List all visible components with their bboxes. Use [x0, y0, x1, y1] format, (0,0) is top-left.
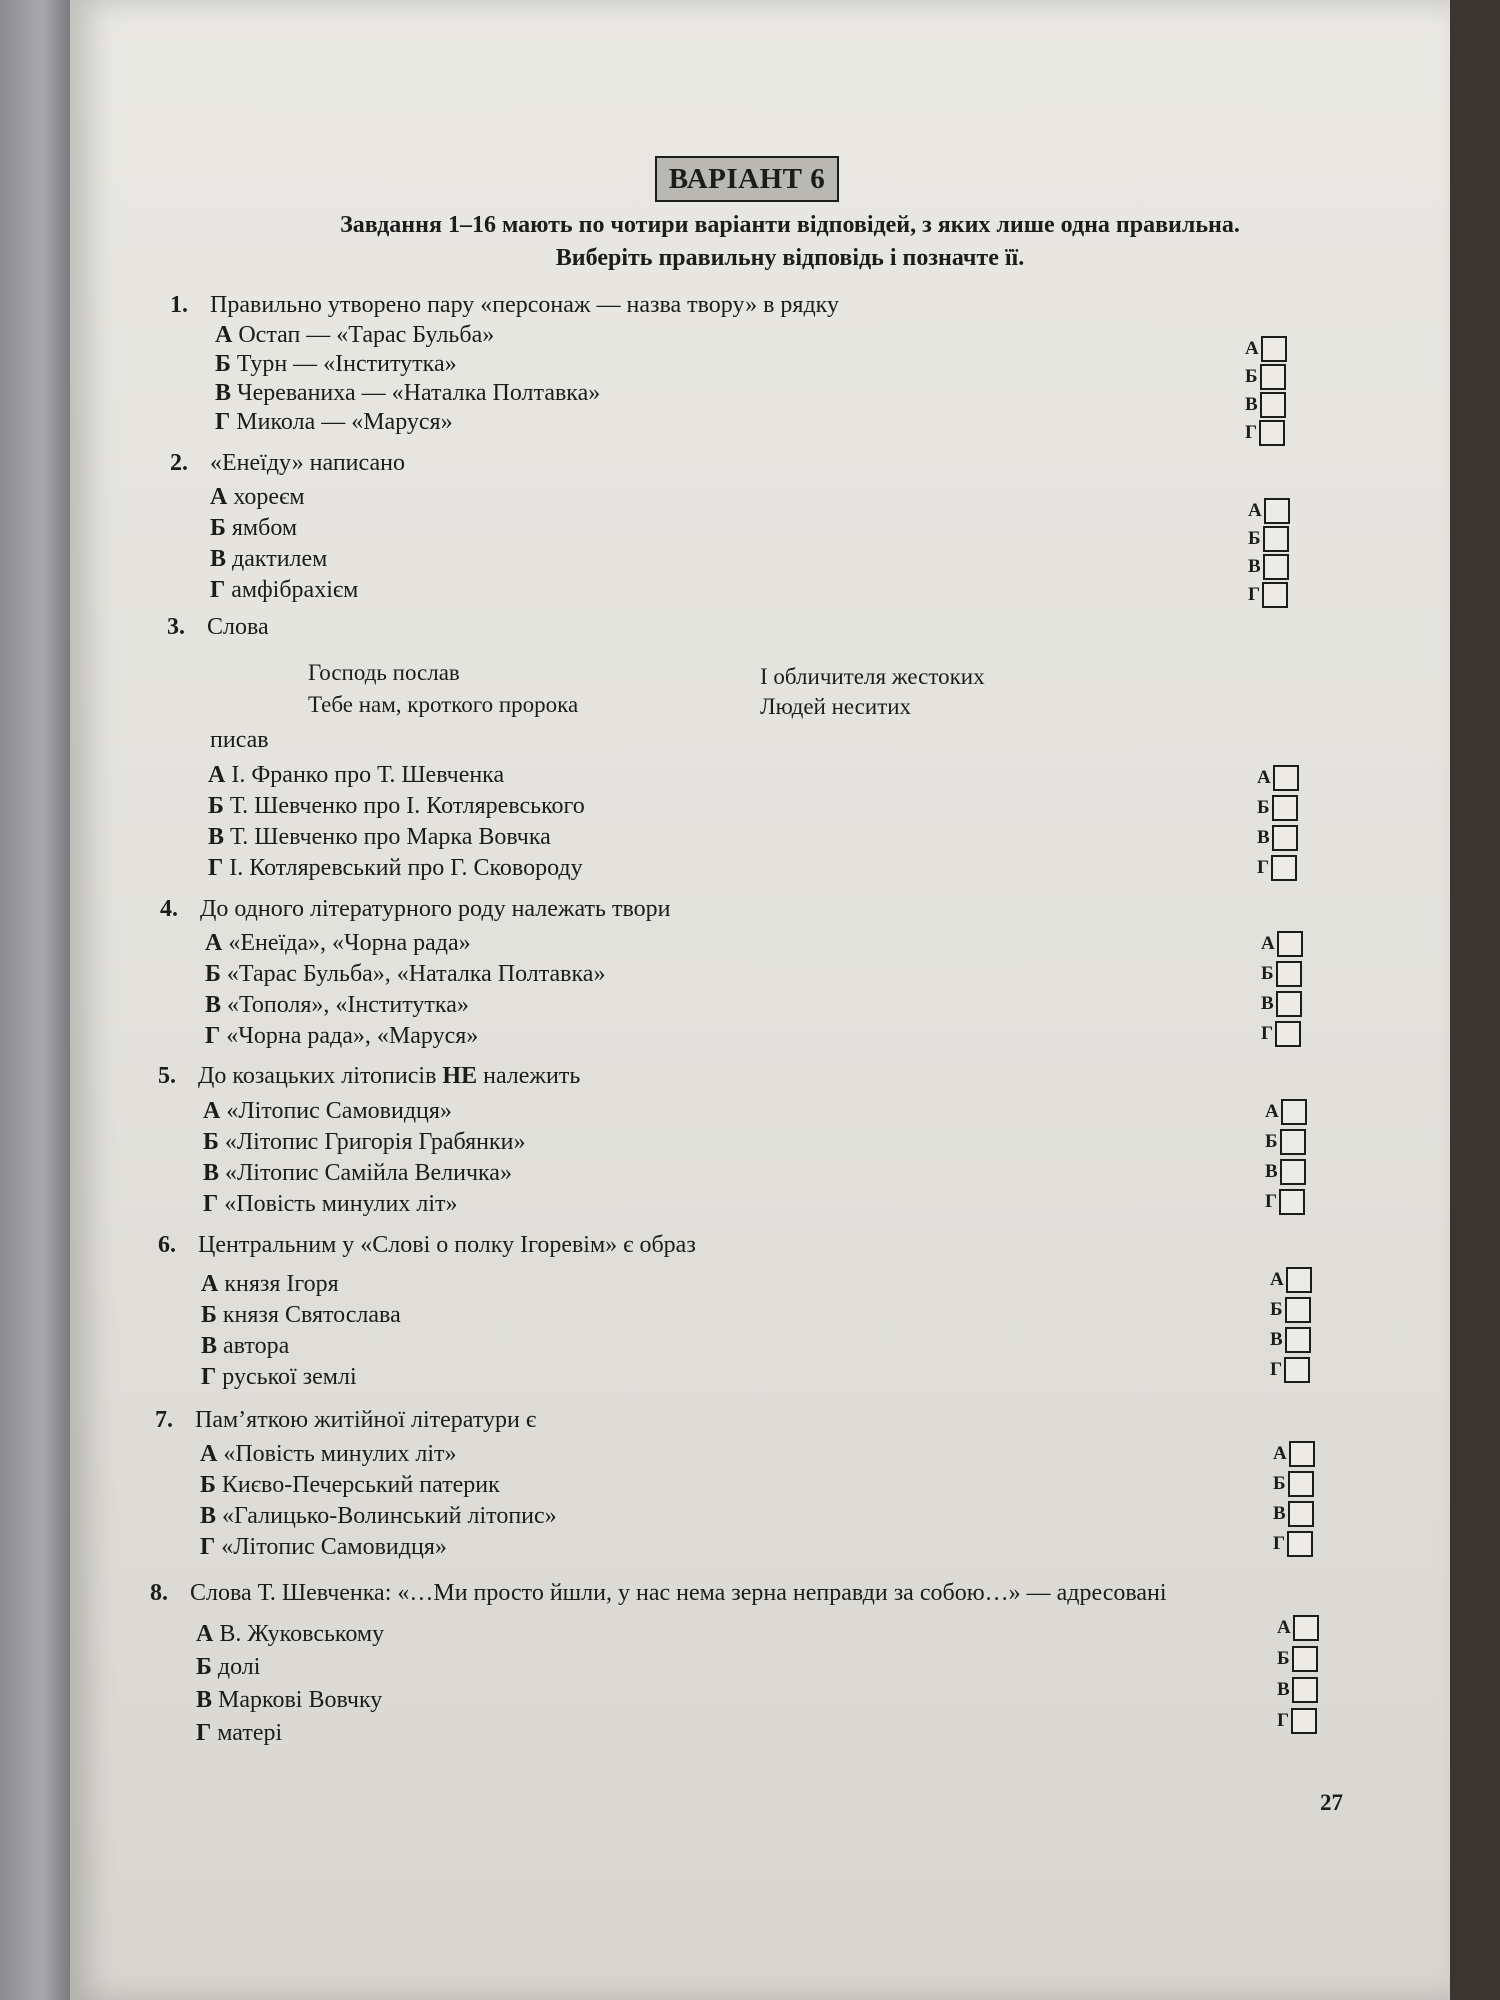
q4-answer-c-checkbox[interactable]: В	[1261, 991, 1302, 1017]
q3-answer-a-checkbox[interactable]: А	[1257, 765, 1299, 791]
q2-answer-b-checkbox[interactable]: Б	[1248, 526, 1289, 552]
poem-line-1: Господь послав	[308, 660, 460, 685]
test-page	[70, 0, 1450, 2000]
q7-answer-d-checkbox[interactable]: Г	[1273, 1531, 1313, 1557]
q8-option-a: А В. Жуковському	[196, 1621, 385, 1647]
poem-line-3: І обличителя жестоких	[760, 664, 985, 689]
q4-answer-d-checkbox[interactable]: Г	[1261, 1021, 1301, 1047]
q7-option-b: Б Києво-Печерський патерик	[200, 1472, 500, 1498]
question-4-text: До одного літературного роду належать твори	[200, 896, 671, 922]
question-8-text: Слова Т. Шевченка: «…Ми просто йшли, у нас нема зерна неправди за собою…» — адресовані	[190, 1580, 1167, 1606]
instruction-line-2: Виберіть правильну відповідь і позначте її.	[555, 245, 1025, 271]
q8-answer-a-checkbox[interactable]: А	[1277, 1615, 1319, 1641]
q3-option-d: Г І. Котляревський про Г. Сковороду	[208, 855, 583, 881]
q8-answer-c-checkbox[interactable]: В	[1277, 1677, 1318, 1703]
q7-answer-b-checkbox[interactable]: Б	[1273, 1471, 1314, 1497]
q4-answer-b-checkbox[interactable]: Б	[1261, 961, 1302, 987]
q1-answer-a-checkbox[interactable]: А	[1245, 336, 1287, 362]
q8-answer-b-checkbox[interactable]: Б	[1277, 1646, 1318, 1672]
q6-option-d: Г руської землі	[201, 1364, 357, 1390]
q4-option-a: А «Енеїда», «Чорна рада»	[205, 930, 471, 956]
q8-option-b: Б долі	[196, 1654, 261, 1680]
question-8: 8. Слова Т. Шевченка: «…Ми просто йшли, у нас нема зерна неправди за собою…» — адресовані	[150, 1580, 1167, 1606]
q1-answer-b-checkbox[interactable]: Б	[1245, 364, 1286, 390]
q3-answer-b-checkbox[interactable]: Б	[1257, 795, 1298, 821]
q1-option-b: Б Турн — «Інститутка»	[215, 351, 457, 377]
q7-option-d: Г «Літопис Самовидця»	[200, 1534, 447, 1560]
question-1-text: Правильно утворено пару «персонаж — назва твору» в рядку	[210, 292, 839, 318]
question-4: 4. До одного літературного роду належать твори	[160, 896, 671, 922]
q4-option-d: Г «Чорна рада», «Маруся»	[205, 1023, 479, 1049]
q2-answer-d-checkbox[interactable]: Г	[1248, 582, 1288, 608]
question-6: 6. Центральним у «Слові о полку Ігоревім» є образ	[158, 1232, 696, 1258]
question-7: 7. Пам’яткою житійної літератури є	[155, 1407, 537, 1433]
q5-option-d: Г «Повість минулих літ»	[203, 1191, 458, 1217]
q8-answer-d-checkbox[interactable]: Г	[1277, 1708, 1317, 1734]
poem-line-2: Тебе нам, кроткого пророка	[308, 692, 579, 717]
q5-option-a: А «Літопис Самовидця»	[203, 1098, 452, 1124]
q3-answer-c-checkbox[interactable]: В	[1257, 825, 1298, 851]
adjacent-page-edge	[0, 0, 70, 2000]
q5-option-c: В «Літопис Самійла Величка»	[203, 1160, 512, 1186]
q5-answer-c-checkbox[interactable]: В	[1265, 1159, 1306, 1185]
q1-answer-c-checkbox[interactable]: В	[1245, 392, 1286, 418]
q5-answer-a-checkbox[interactable]: А	[1265, 1099, 1307, 1125]
q3-option-c: В Т. Шевченко про Марка Вовчка	[208, 824, 551, 850]
variant-header: ВАРІАНТ 6	[655, 156, 839, 202]
q1-option-a: А Остап — «Тарас Бульба»	[215, 322, 495, 348]
q5-option-b: Б «Літопис Григорія Грабянки»	[203, 1129, 526, 1155]
q2-answer-c-checkbox[interactable]: В	[1248, 554, 1289, 580]
q6-answer-b-checkbox[interactable]: Б	[1270, 1297, 1311, 1323]
q6-answer-a-checkbox[interactable]: А	[1270, 1267, 1312, 1293]
q5-answer-d-checkbox[interactable]: Г	[1265, 1189, 1305, 1215]
question-2-text: «Енеїду» написано	[210, 450, 405, 476]
q6-option-a: А князя Ігоря	[201, 1271, 339, 1297]
question-3-continuation: писав	[210, 727, 269, 753]
q1-answer-d-checkbox[interactable]: Г	[1245, 420, 1285, 446]
q7-answer-a-checkbox[interactable]: А	[1273, 1441, 1315, 1467]
question-2: 2. «Енеїду» написано	[170, 450, 405, 476]
q1-option-d: Г Микола — «Маруся»	[215, 409, 453, 435]
q8-option-c: В Маркові Вовчку	[196, 1687, 383, 1713]
q1-option-c: В Череваниха — «Наталка Полтавка»	[215, 380, 601, 406]
question-5-emphasis: НЕ	[442, 1063, 478, 1089]
q4-option-c: В «Тополя», «Інститутка»	[205, 992, 469, 1018]
page-number: 27	[1320, 1790, 1343, 1815]
q2-option-d: Г амфібрахієм	[210, 577, 359, 603]
q3-option-a: А І. Франко про Т. Шевченка	[208, 762, 505, 788]
q6-option-c: В автора	[201, 1333, 290, 1359]
instruction-line-1: Завдання 1–16 мають по чотири варіанти відповідей, з яких лише одна правильна.	[340, 212, 1240, 238]
q2-option-c: В дактилем	[210, 546, 328, 572]
q7-answer-c-checkbox[interactable]: В	[1273, 1501, 1314, 1527]
question-6-text: Центральним у «Слові о полку Ігоревім» є образ	[198, 1232, 696, 1258]
q4-answer-a-checkbox[interactable]: А	[1261, 931, 1303, 957]
q5-answer-b-checkbox[interactable]: Б	[1265, 1129, 1306, 1155]
q6-answer-d-checkbox[interactable]: Г	[1270, 1357, 1310, 1383]
question-7-text: Пам’яткою житійної літератури є	[195, 1407, 537, 1433]
q7-option-c: В «Галицько-Волинський літопис»	[200, 1503, 557, 1529]
question-3-text: Слова	[207, 614, 269, 640]
q2-option-a: А хореєм	[210, 484, 305, 510]
q2-answer-a-checkbox[interactable]: А	[1248, 498, 1290, 524]
q7-option-a: А «Повість минулих літ»	[200, 1441, 457, 1467]
q6-option-b: Б князя Святослава	[201, 1302, 401, 1328]
q8-option-d: Г матері	[196, 1720, 283, 1746]
question-5: 5. До козацьких літописів НЕ належить	[158, 1063, 581, 1089]
question-1: 1. Правильно утворено пару «персонаж — назва твору» в рядку	[170, 292, 839, 318]
q3-answer-d-checkbox[interactable]: Г	[1257, 855, 1297, 881]
q2-option-b: Б ямбом	[210, 515, 298, 541]
q3-option-b: Б Т. Шевченко про І. Котляревського	[208, 793, 585, 819]
q6-answer-c-checkbox[interactable]: В	[1270, 1327, 1311, 1353]
poem-line-4: Людей неситих	[760, 694, 912, 719]
q4-option-b: Б «Тарас Бульба», «Наталка Полтавка»	[205, 961, 606, 987]
question-3: 3. Слова	[167, 614, 269, 640]
